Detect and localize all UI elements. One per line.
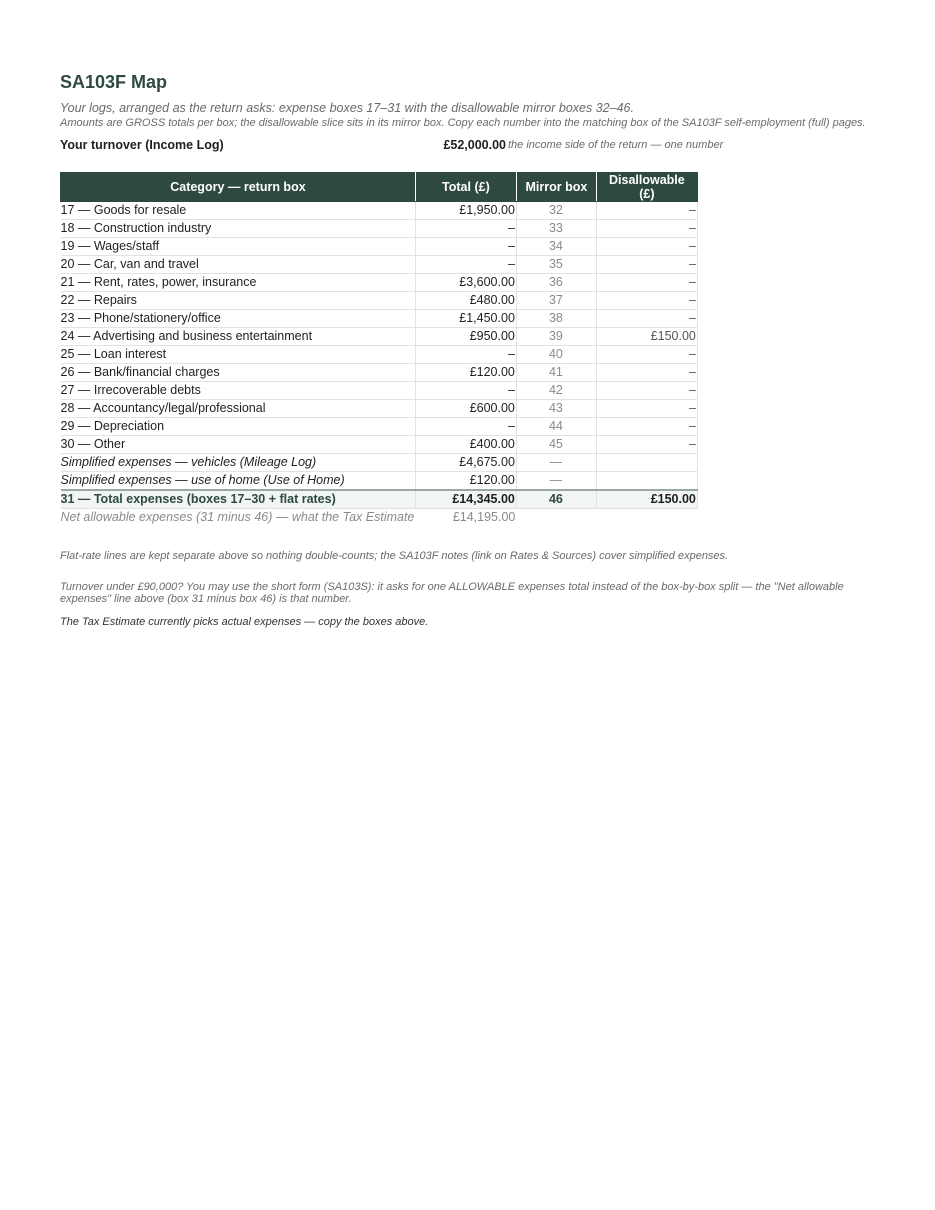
table-row [61,400,698,418]
table-row [61,238,698,256]
disallowable-cell: – [596,310,697,328]
mirror-box-cell: — [516,472,596,491]
header-category: Category — return box [61,173,416,202]
total-cell: £120.00 [415,364,516,382]
category-cell: Simplified expenses — vehicles (Mileage Log) [61,454,416,472]
sa103f-map-sheet [60,72,880,629]
header-total: Total (£) [415,173,516,202]
category-cell: 29 — Depreciation [61,418,416,436]
table-row [61,292,698,310]
turnover-label: Your turnover (Income Log) [60,138,224,152]
header-mirror-box: Mirror box [516,173,596,202]
total-cell: – [415,346,516,364]
disallowable-cell: – [596,238,697,256]
table-row [61,220,698,238]
category-cell: 31 — Total expenses (boxes 17–30 + flat rates) [61,490,416,509]
table-row [61,256,698,274]
category-cell: 26 — Bank/financial charges [61,364,416,382]
total-cell: £4,675.00 [415,454,516,472]
mirror-box-cell: 45 [516,436,596,454]
total-cell: £3,600.00 [415,274,516,292]
category-cell: 18 — Construction industry [61,220,416,238]
table-row [61,382,698,400]
category-cell: 28 — Accountancy/legal/professional [61,400,416,418]
table-header-row [61,173,698,202]
disallowable-cell: – [596,382,697,400]
category-cell: 17 — Goods for resale [61,202,416,220]
disallowable-cell: – [596,220,697,238]
category-cell: Simplified expenses — use of home (Use of Home) [61,472,416,491]
mirror-box-cell: 35 [516,256,596,274]
total-cell: £600.00 [415,400,516,418]
total-cell: £14,345.00 [415,490,516,509]
simplified-row [61,472,698,491]
mirror-box-cell: 41 [516,364,596,382]
mirror-box-cell: 38 [516,310,596,328]
mirror-box-cell: 40 [516,346,596,364]
total-expenses-row [61,490,698,509]
total-cell: – [415,418,516,436]
disallowable-cell: – [596,418,697,436]
expense-boxes-table [60,172,698,526]
total-cell: £14,195.00 [452,510,516,524]
mirror-box-cell: 44 [516,418,596,436]
disallowable-cell: – [596,292,697,310]
net-allowable-row [61,509,698,527]
table-row [61,310,698,328]
empty-cell [596,509,697,527]
mirror-box-cell: 46 [516,490,596,509]
table-row [61,364,698,382]
total-cell: – [415,382,516,400]
gross-note: Amounts are GROSS totals per box; the disallowable slice sits in its mirror box. Copy each number into the matching box of the SA103F self-employment (full) pages. [60,117,866,129]
disallowable-cell: £150.00 [596,490,697,509]
total-cell: £400.00 [415,436,516,454]
category-cell: 23 — Phone/stationery/office [61,310,416,328]
mirror-box-cell: — [516,454,596,472]
turnover-hint: the income side of the return — one number [508,139,724,151]
flat-rate-note: Flat-rate lines are kept separate above so nothing double-counts; the SA103F notes (link on Rates & Sources) cover simplified expenses. [60,550,729,562]
disallowable-cell: £150.00 [596,328,697,346]
category-cell: 27 — Irrecoverable debts [61,382,416,400]
mirror-box-cell: 37 [516,292,596,310]
disallowable-cell: – [596,436,697,454]
category-cell: 24 — Advertising and business entertainment [61,328,416,346]
disallowable-cell: – [596,346,697,364]
mirror-box-cell: 39 [516,328,596,346]
category-cell: 25 — Loan interest [61,346,416,364]
table-row [61,202,698,220]
header-disallowable: Disallowable (£) [596,173,697,202]
total-cell: £480.00 [415,292,516,310]
total-cell: £950.00 [415,328,516,346]
mirror-box-cell: 42 [516,382,596,400]
table-row [61,418,698,436]
category-cell: 21 — Rent, rates, power, insurance [61,274,416,292]
category-cell: 19 — Wages/staff [61,238,416,256]
category-cell: 20 — Car, van and travel [61,256,416,274]
page-title: SA103F Map [60,72,168,92]
mirror-box-cell: 43 [516,400,596,418]
mirror-box-cell: 34 [516,238,596,256]
total-cell: £1,950.00 [415,202,516,220]
category-cell: Net allowable expenses (31 minus 46) — what the Tax Estimate [60,510,415,524]
mirror-box-cell: 36 [516,274,596,292]
table-row [61,346,698,364]
turnover-row [60,138,880,156]
disallowable-cell [596,472,697,491]
disallowable-cell: – [596,364,697,382]
simplified-row [61,454,698,472]
short-form-note: Turnover under £90,000? You may use the short form (SA103S): it asks for one ALLOWABLE expenses total instead of the box-by-box split — the "Net allowable expenses" line above (box 31 minus box 46) is that number. [60,581,844,605]
mirror-box-cell: 33 [516,220,596,238]
total-cell: – [415,220,516,238]
disallowable-cell: – [596,400,697,418]
category-cell: 22 — Repairs [61,292,416,310]
tax-estimate-note: The Tax Estimate currently picks actual expenses — copy the boxes above. [60,616,429,628]
total-cell: – [415,238,516,256]
total-cell: £120.00 [415,472,516,491]
disallowable-cell: – [596,274,697,292]
category-cell: 30 — Other [61,436,416,454]
total-cell: £1,450.00 [415,310,516,328]
turnover-amount: £52,000.00 [443,138,506,152]
total-cell: – [415,256,516,274]
mirror-box-cell: 32 [516,202,596,220]
disallowable-cell: – [596,256,697,274]
table-row [61,328,698,346]
disallowable-cell: – [596,202,697,220]
table-row [61,436,698,454]
disallowable-cell [596,454,697,472]
table-row [61,274,698,292]
empty-cell [516,509,596,527]
page-subtitle: Your logs, arranged as the return asks: expense boxes 17–31 with the disallowable mirror boxes 32–46. [60,101,634,115]
